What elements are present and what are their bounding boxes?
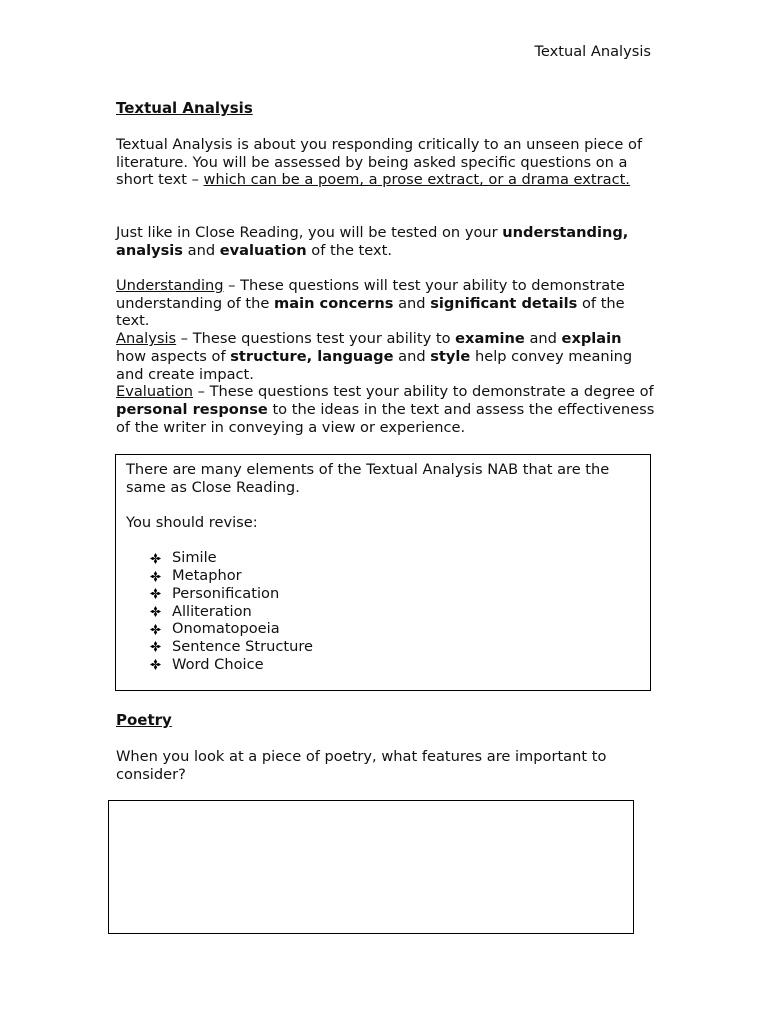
evaluation-text: – These questions test your ability to demonstrate a degree of bbox=[193, 383, 654, 401]
analysis-text: and bbox=[524, 330, 562, 348]
four-diamond-bullet-icon bbox=[150, 624, 161, 635]
intro-paragraph bbox=[116, 136, 656, 189]
understanding-bold-significant-details: significant details bbox=[430, 294, 578, 312]
understanding-term: Understanding bbox=[116, 277, 224, 294]
textual-analysis-heading: Textual Analysis bbox=[116, 99, 253, 117]
list-item-label: Metaphor bbox=[172, 567, 242, 585]
analysis-bold-explain: explain bbox=[561, 330, 622, 348]
evaluation-definition bbox=[116, 383, 656, 436]
analysis-text: how aspects of bbox=[116, 347, 231, 365]
list-item-label: Word Choice bbox=[172, 655, 264, 673]
list-item-label: Onomatopoeia bbox=[172, 620, 280, 638]
close-reading-text: Just like in Close Reading, you will be tested on your bbox=[116, 224, 503, 241]
analysis-bold-structure-language: structure, language bbox=[230, 347, 394, 365]
list-item-label: Simile bbox=[172, 549, 217, 567]
list-item-label: Sentence Structure bbox=[172, 638, 313, 655]
running-header-title: Textual Analysis bbox=[534, 43, 651, 60]
analysis-bold-examine: examine bbox=[455, 330, 525, 348]
list-item-label: Alliteration bbox=[172, 602, 252, 620]
understanding-text: – These questions will test your ability to demonstrate understanding of the bbox=[116, 277, 625, 312]
intro-underlined-text: which can be a poem, a prose extract, or a drama extract. bbox=[203, 171, 630, 189]
understanding-bold-main-concerns: main concerns bbox=[274, 294, 394, 312]
poetry-heading: Poetry bbox=[116, 711, 172, 729]
close-reading-text: and bbox=[182, 241, 220, 259]
analysis-bold-style: style bbox=[430, 347, 471, 365]
analysis-text: and bbox=[393, 347, 431, 365]
assessment-definitions bbox=[116, 277, 656, 436]
close-reading-bold-understanding: understanding, analysis bbox=[116, 224, 629, 259]
intro-text: Textual Analysis is about you responding critically to an unseen piece of literature. You will be assessed by being asked specific questions on a short text – bbox=[116, 136, 643, 189]
close-reading-paragraph bbox=[116, 224, 656, 259]
poetry-question: When you look at a piece of poetry, what features are important to consider? bbox=[116, 748, 607, 783]
understanding-definition bbox=[116, 277, 656, 330]
evaluation-term: Evaluation bbox=[116, 383, 194, 401]
list-item-label: Personification bbox=[172, 584, 280, 602]
list-item bbox=[150, 585, 641, 603]
analysis-term: Analysis bbox=[116, 330, 177, 348]
four-diamond-bullet-icon bbox=[150, 659, 161, 670]
evaluation-bold-personal-response: personal response bbox=[116, 400, 268, 418]
four-diamond-bullet-icon bbox=[150, 571, 161, 582]
list-item bbox=[150, 656, 641, 674]
list-item bbox=[150, 638, 641, 656]
analysis-text: – These questions test your ability to bbox=[176, 330, 456, 348]
revise-topics-list bbox=[126, 549, 641, 673]
poetry-answer-box[interactable] bbox=[108, 800, 634, 934]
four-diamond-bullet-icon bbox=[150, 606, 161, 617]
list-item bbox=[150, 603, 641, 621]
understanding-text: and bbox=[393, 294, 431, 312]
evaluation-text: to the ideas in the text and assess the effectiveness of the writer in conveying a view or experience. bbox=[116, 400, 655, 436]
close-reading-text: of the text. bbox=[306, 241, 392, 259]
list-item bbox=[150, 567, 641, 585]
revise-elements-box bbox=[115, 454, 651, 691]
list-item bbox=[150, 620, 641, 638]
four-diamond-bullet-icon bbox=[150, 641, 161, 652]
analysis-text: help convey meaning and create impact. bbox=[116, 347, 633, 383]
revise-box-intro: There are many elements of the Textual Analysis NAB that are the same as Close Reading. bbox=[126, 461, 610, 496]
revise-box-prompt: You should revise: bbox=[126, 514, 258, 532]
four-diamond-bullet-icon bbox=[150, 553, 161, 564]
list-item bbox=[150, 549, 641, 567]
close-reading-bold-evaluation: evaluation bbox=[219, 241, 307, 259]
understanding-text: of the text. bbox=[116, 294, 625, 330]
four-diamond-bullet-icon bbox=[150, 588, 161, 599]
analysis-definition bbox=[116, 330, 656, 383]
